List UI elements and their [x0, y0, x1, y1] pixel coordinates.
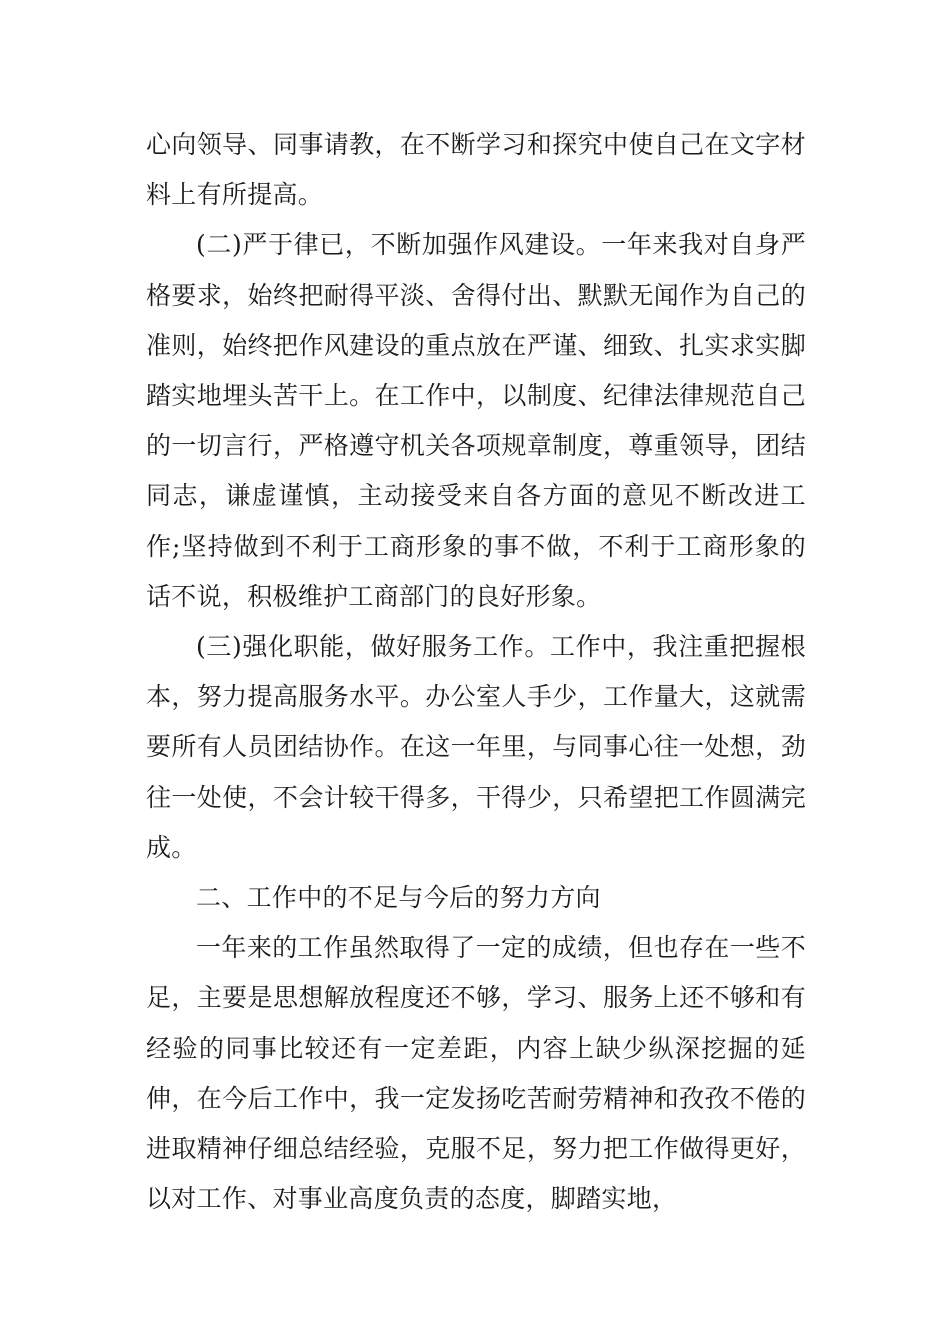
paragraph-service: (三)强化职能，做好服务工作。工作中，我注重把握根本，努力提高服务水平。办公室人手少，工作量大，这就需要所有人员团结协作。在这一年里，与同事心往一处想，劲往一处使，不会计较干得多，干得少，只希望把工作圆满完成。: [146, 632, 806, 862]
paragraph-conduct: (二)严于律已，不断加强作风建设。一年来我对自身严格要求，始终把耐得平淡、舍得付出、默默无闻作为自己的准则，始终把作风建设的重点放在严谨、细致、扎实求实脚踏实地埋头苦干上。在工作中，以制度、纪律法律规范自己的一切言行，严格遵守机关各项规章制度，尊重领导，团结同志，谦虚谨慎，主动接受来自各方面的意见不断改进工作;坚持做到不利于工商形象的事不做，不利于工商形象的话不说，积极维护工商部门的良好形象。: [146, 230, 806, 611]
document-body: [146, 120, 806, 1224]
paragraph-continuation: 心向领导、同事请教，在不断学习和探究中使自己在文字材料上有所提高。: [146, 130, 806, 210]
section-heading: 二、工作中的不足与今后的努力方向: [196, 883, 601, 913]
paragraph-shortcomings: 一年来的工作虽然取得了一定的成绩，但也存在一些不足，主要是思想解放程度还不够，学习、服务上还不够和有经验的同事比较还有一定差距，内容上缺少纵深挖掘的延伸，在今后工作中，我一定发扬吃苦耐劳精神和孜孜不倦的进取精神仔细总结经验，克服不足，努力把工作做得更好，以对工作、对事业高度负责的态度，脚踏实地，: [146, 933, 806, 1214]
